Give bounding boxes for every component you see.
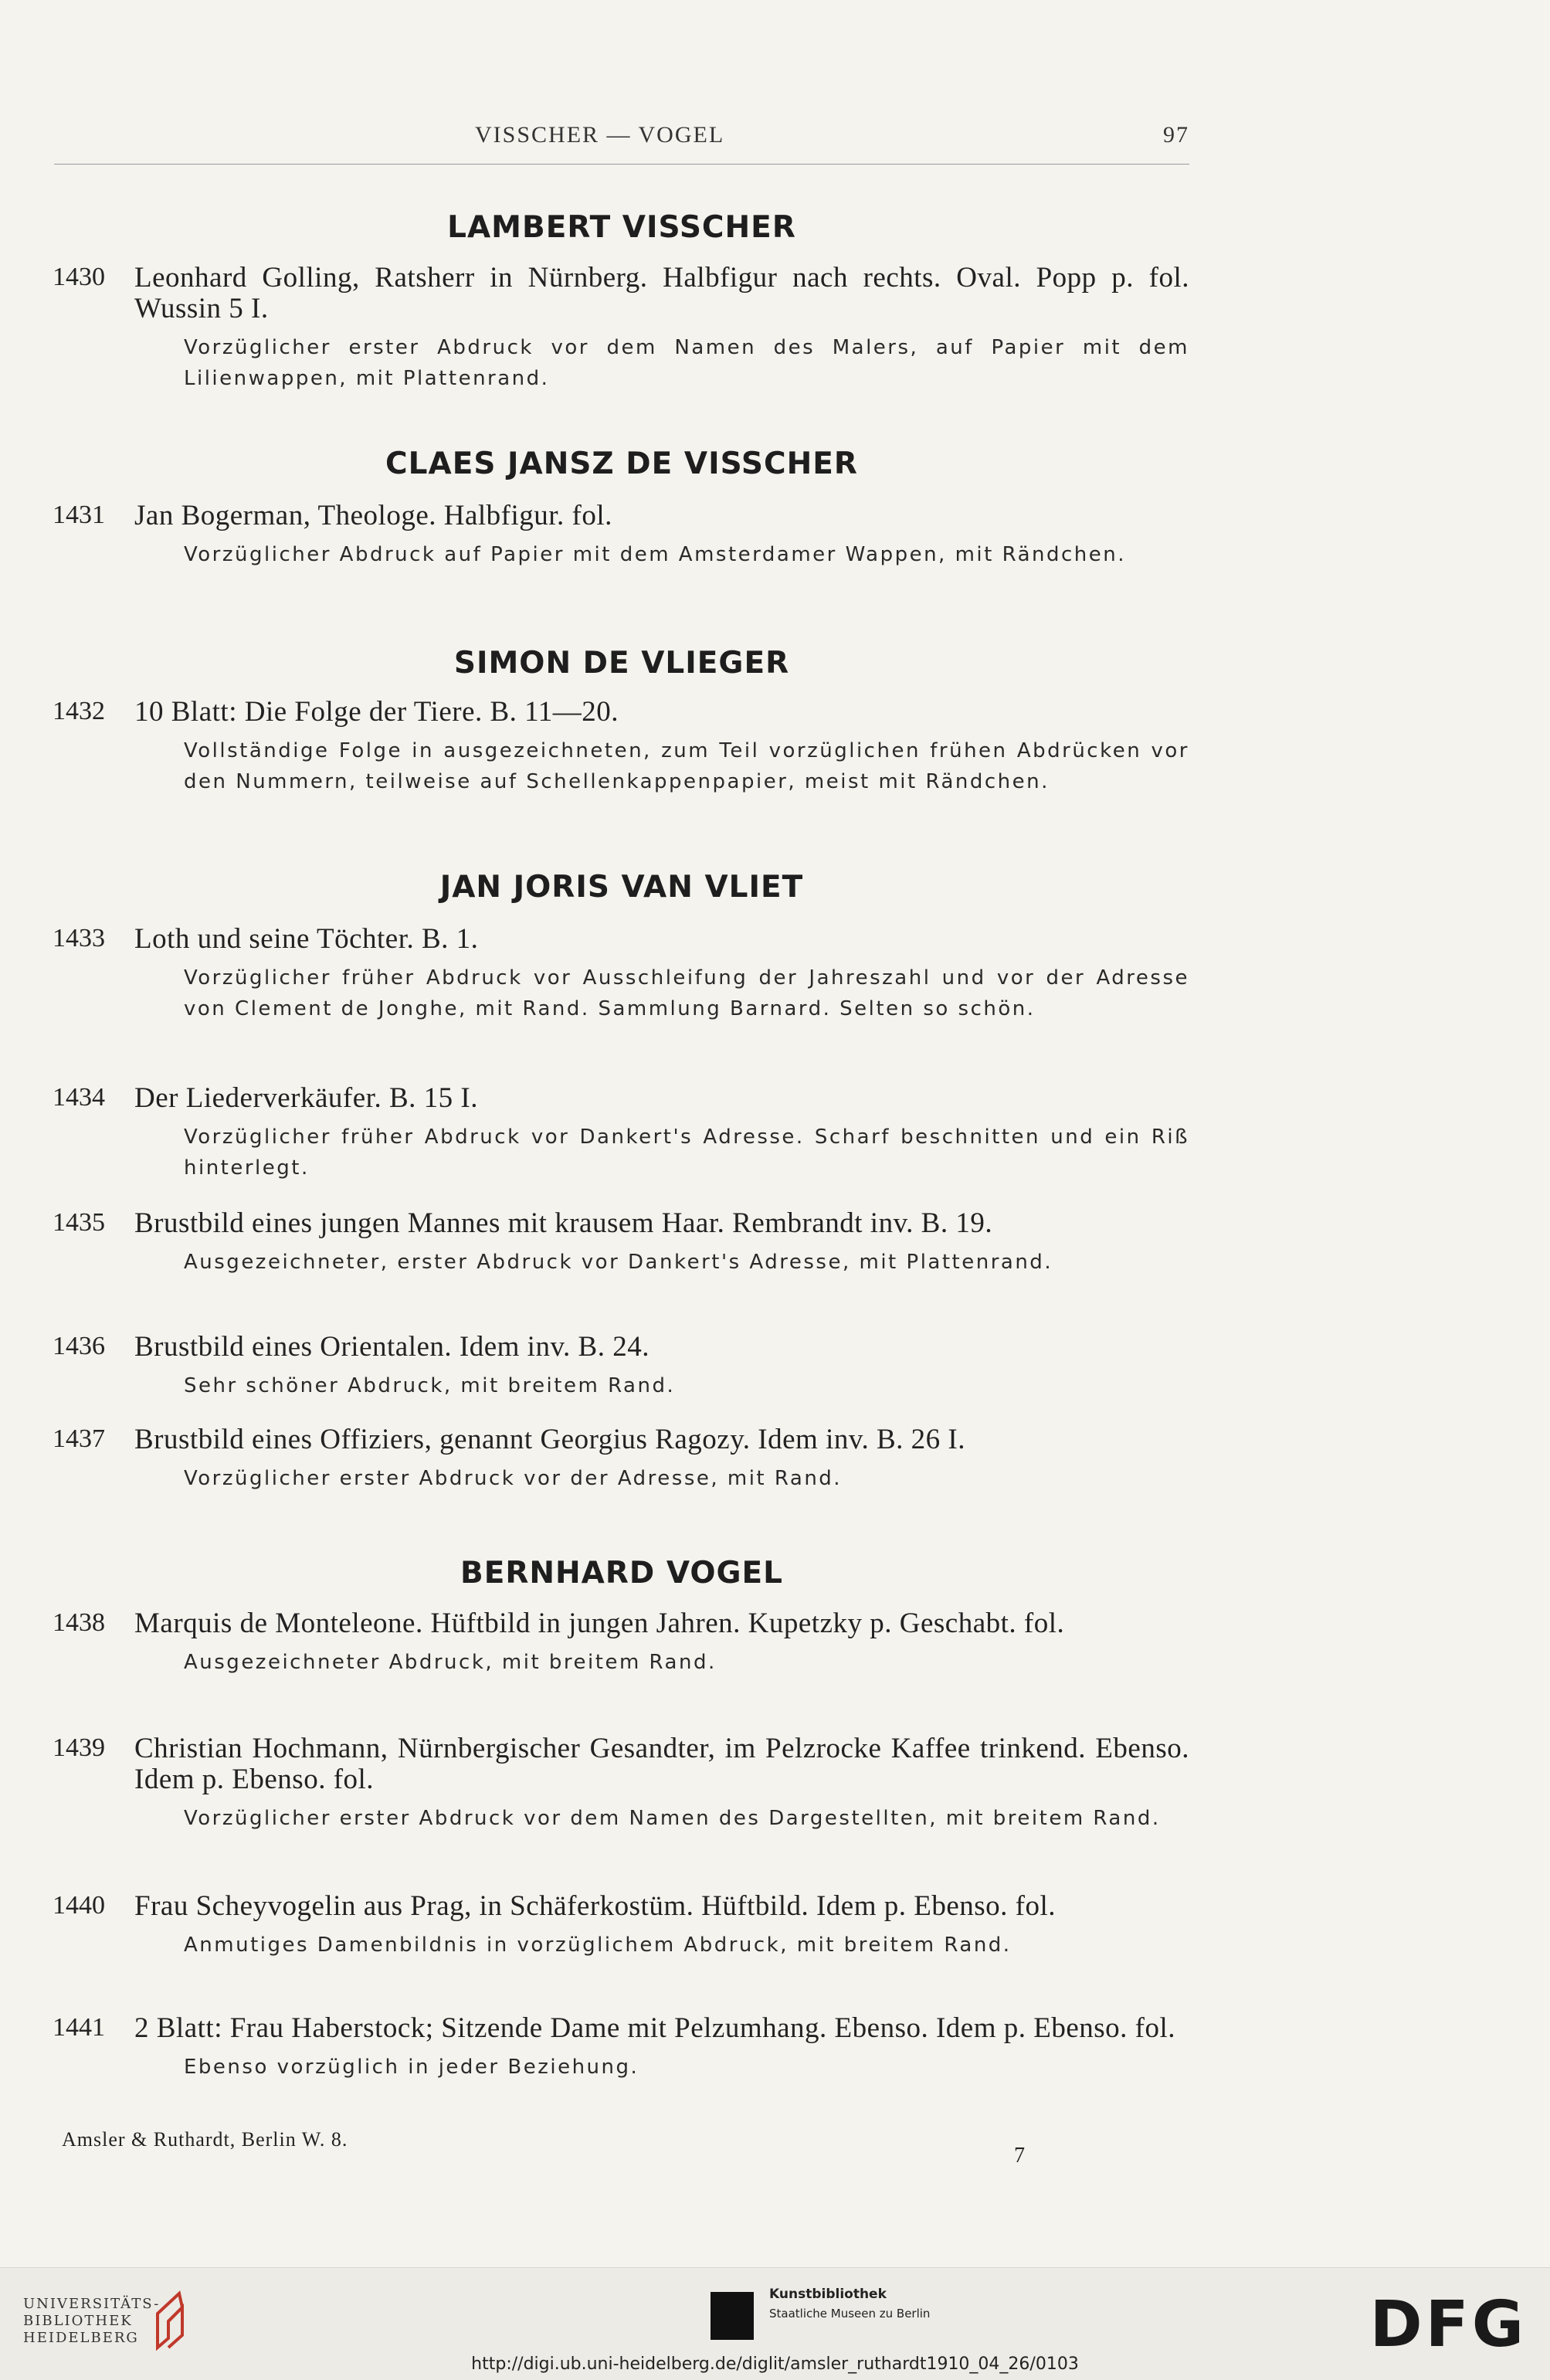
entry-title: 10 Blatt: Die Folge der Tiere. B. 11—20.: [134, 696, 619, 728]
page-number: 97: [1163, 122, 1189, 148]
entry-note: Ausgezeichneter, erster Abdruck vor Dankert's Adresse, mit Plattenrand.: [184, 1251, 1053, 1274]
kb-subtitle: Staatliche Museen zu Berlin: [769, 2307, 931, 2321]
ub-logo-line: UNIVERSITÄTS-: [23, 2296, 161, 2312]
section-heading: LAMBERT VISSCHER: [447, 210, 796, 245]
entry-note: Anmutiges Damenbildnis in vorzüglichem Abdruck, mit breitem Rand.: [184, 1934, 1012, 1957]
catalog-entry: [53, 1424, 1189, 1494]
section-heading: BERNHARD VOGEL: [460, 1556, 783, 1591]
entry-note: Vorzüglicher früher Abdruck vor Ausschleifung der Jahreszahl und vor der Adresse von Clement de Jonghe, mit Rand. Sammlung Barnard. Selten so schön.: [184, 966, 1189, 1020]
entry-number: 1439: [53, 1733, 105, 1762]
catalog-entry: [53, 697, 1189, 797]
catalog-entry: [53, 1608, 1189, 1678]
catalog-entry: [53, 2013, 1189, 2083]
catalog-entry: [53, 1208, 1189, 1278]
entry-number: 1440: [53, 1891, 105, 1920]
kunstbibliothek-logo[interactable]: [769, 2287, 930, 2321]
entry-title: 2 Blatt: Frau Haberstock; Sitzende Dame mit Pelzumhang. Ebenso. Idem p. Ebenso. fol.: [134, 2012, 1176, 2044]
permalink-url[interactable]: http://digi.ub.uni-heidelberg.de/diglit/amsler_ruthardt1910_04_26/0103: [471, 2355, 1079, 2374]
entry-note: Vorzüglicher erster Abdruck vor der Adresse, mit Rand.: [184, 1467, 843, 1490]
entry-note: Ebenso vorzüglich in jeder Beziehung.: [184, 2056, 639, 2079]
entry-note: Vorzüglicher früher Abdruck vor Dankert's Adresse. Scharf beschnitten und ein Riß hinterlegt.: [184, 1125, 1189, 1180]
entry-note: Ausgezeichneter Abdruck, mit breitem Rand.: [184, 1651, 717, 1674]
entry-title: Brustbild eines jungen Mannes mit krausem Haar. Rembrandt inv. B. 19.: [134, 1207, 993, 1239]
entry-number: 1436: [53, 1332, 105, 1360]
entry-title: Brustbild eines Orientalen. Idem inv. B. 24.: [134, 1331, 650, 1363]
section-heading: JAN JORIS VAN VLIET: [439, 870, 804, 905]
catalog-entry: [53, 1332, 1189, 1401]
ub-emblem-icon: [148, 2290, 188, 2351]
entry-number: 1433: [53, 924, 105, 952]
entry-number: 1435: [53, 1208, 105, 1237]
entry-note: Vorzüglicher erster Abdruck vor dem Namen des Malers, auf Papier mit dem Lilienwappen, mit Plattenrand.: [184, 336, 1189, 390]
entry-number: 1437: [53, 1424, 105, 1453]
signature-mark: 7: [1014, 2144, 1025, 2168]
entry-title: Marquis de Monteleone. Hüftbild in jungen Jahren. Kupetzky p. Geschabt. fol.: [134, 1608, 1065, 1639]
entry-title: Frau Scheyvogelin aus Prag, in Schäferkostüm. Hüftbild. Idem p. Ebenso. fol.: [134, 1890, 1057, 1922]
entry-note: Vollständige Folge in ausgezeichneten, zum Teil vorzüglichen frühen Abdrücken vor den Nummern, teilweise auf Schellenkappenpapier, meist mit Rändchen.: [184, 739, 1189, 793]
entry-title: Christian Hochmann, Nürnbergischer Gesandter, im Pelzrocke Kaffee trinkend. Ebenso. Idem p. Ebenso. fol.: [134, 1733, 1189, 1795]
entry-title: Leonhard Golling, Ratsherr in Nürnberg. Halbfigur nach rechts. Oval. Popp p. fol. Wussin 5 I.: [134, 262, 1189, 324]
section-heading: CLAES JANSZ DE VISSCHER: [385, 446, 858, 481]
catalog-entry: [53, 924, 1189, 1024]
catalog-entry: [53, 1733, 1189, 1834]
running-title: VISSCHER — VOGEL: [475, 122, 725, 148]
entry-title: Brustbild eines Offiziers, genannt Georgius Ragozy. Idem inv. B. 26 I.: [134, 1424, 965, 1455]
entry-title: Jan Bogerman, Theologe. Halbfigur. fol.: [134, 500, 612, 531]
entry-number: 1441: [53, 2013, 105, 2042]
publisher-imprint: Amsler & Ruthardt, Berlin W. 8.: [62, 2128, 348, 2151]
ub-heidelberg-logo[interactable]: [23, 2296, 160, 2347]
catalog-entry: [53, 1083, 1189, 1183]
entry-number: 1431: [53, 501, 105, 529]
catalog-entry: [53, 263, 1189, 394]
entry-note: Vorzüglicher erster Abdruck vor dem Namen des Dargestellten, mit breitem Rand.: [184, 1807, 1161, 1830]
dfg-logo[interactable]: DFG: [1369, 2288, 1527, 2361]
catalog-entry: [53, 1891, 1189, 1961]
entry-number: 1432: [53, 697, 105, 725]
entry-title: Der Liederverkäufer. B. 15 I.: [134, 1082, 478, 1114]
ub-logo-line: HEIDELBERG: [23, 2330, 139, 2346]
entry-number: 1434: [53, 1083, 105, 1112]
entry-note: Sehr schöner Abdruck, mit breitem Rand.: [184, 1374, 676, 1397]
entry-note: Vorzüglicher Abdruck auf Papier mit dem Amsterdamer Wappen, mit Rändchen.: [184, 543, 1127, 566]
entry-number: 1430: [53, 263, 105, 291]
entry-title: Loth und seine Töchter. B. 1.: [134, 923, 479, 955]
kb-title: Kunstbibliothek: [769, 2287, 887, 2302]
kunstbibliothek-emblem-icon: [711, 2292, 754, 2340]
ub-logo-line: BIBLIOTHEK: [23, 2313, 133, 2329]
section-heading: SIMON DE VLIEGER: [453, 646, 790, 681]
catalog-entry: [53, 501, 1189, 570]
entry-number: 1438: [53, 1608, 105, 1637]
header-rule: [54, 164, 1189, 165]
